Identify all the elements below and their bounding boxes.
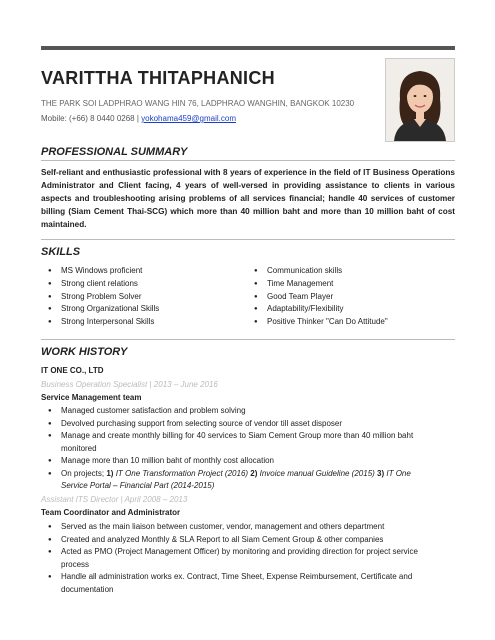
projects-lead: On projects; bbox=[61, 468, 107, 478]
contact-line bbox=[41, 114, 236, 123]
profile-photo-illustration bbox=[386, 59, 454, 141]
duty-item: ● Acted as PMO (Project Management Officer) by monitoring and providing direction for project service process bbox=[46, 546, 426, 571]
job-role: Business Operation Specialist | 2013 – June 2016 bbox=[41, 380, 218, 389]
skill-item: ● Time Management bbox=[252, 278, 388, 291]
project-title: IT One Transformation Project (2016) bbox=[113, 468, 251, 478]
company-name: IT ONE CO., LTD bbox=[41, 366, 104, 375]
skills-list-right bbox=[252, 265, 388, 329]
job-role: Assistant ITS Director | April 2008 – 2013 bbox=[41, 495, 188, 504]
project-title: Invoice manual Guideline (2015) bbox=[257, 468, 378, 478]
candidate-name: VARITTHA THITAPHANICH bbox=[41, 68, 275, 88]
email-link[interactable]: yokohama459@gmail.com bbox=[141, 114, 236, 123]
divider bbox=[41, 160, 455, 161]
duty-item: ● Managed customer satisfaction and problem solving bbox=[46, 405, 426, 418]
section-title-summary: PROFESSIONAL SUMMARY bbox=[41, 146, 188, 158]
header-top-bar bbox=[41, 46, 455, 50]
skill-item: ● Strong Problem Solver bbox=[46, 291, 159, 304]
section-title-work-history: WORK HISTORY bbox=[41, 346, 128, 358]
duty-item: ● Handle all administration works ex. Contract, Time Sheet, Expense Reimbursement, Certificate and documentation bbox=[46, 571, 426, 596]
project-title: IT One Service Portal – Financial Part (2014-2015) bbox=[61, 468, 411, 490]
duty-list bbox=[46, 405, 426, 493]
team-name: Team Coordinator and Administrator bbox=[41, 508, 181, 517]
duty-item: ● Manage and create monthly billing for 40 services to Siam Cement Group more than 40 million baht monitored bbox=[46, 430, 426, 455]
project-number: 2) bbox=[250, 468, 258, 478]
project-number: 1) bbox=[106, 468, 114, 478]
section-title-skills: SKILLS bbox=[41, 246, 81, 258]
duty-item: ● Devolved purchasing support from selecting source of vendor till asset disposer bbox=[46, 418, 426, 431]
skill-item: ● Strong Organizational Skills bbox=[46, 303, 159, 316]
skill-item: ● MS Windows proficient bbox=[46, 265, 159, 278]
profile-photo bbox=[385, 58, 455, 142]
divider bbox=[41, 239, 455, 240]
project-number: 3) bbox=[377, 468, 385, 478]
summary-text: Self-reliant and enthusiastic professional with 8 years of experience in the field of IT Business Operations Administrator and Client facing, 4 years of well-versed in providing assistance to clients in various aspects and troubleshooting arising problems of all services financial; handle 40 services of customer billing (Siam Cement Thai-SCG) which more than 40 million baht and more than 10 million baht of cost maintained. bbox=[41, 168, 455, 229]
duty-item: ● Served as the main liaison between customer, vendor, management and others department bbox=[46, 521, 426, 534]
duty-item: ● Created and analyzed Monthly & SLA Report to all Siam Cement Group & other companies bbox=[46, 534, 426, 547]
skills-list-left bbox=[46, 265, 159, 329]
skill-item: ● Positive Thinker "Can Do Attitude" bbox=[252, 316, 388, 329]
skill-item: ● Adaptability/Flexibility bbox=[252, 303, 388, 316]
duty-list bbox=[46, 521, 426, 596]
divider bbox=[41, 339, 455, 340]
skill-item: ● Good Team Player bbox=[252, 291, 388, 304]
skill-item: ● Communication skills bbox=[252, 265, 388, 278]
duty-item: ● Manage more than 10 million baht of monthly cost allocation bbox=[46, 455, 426, 468]
duty-item-projects bbox=[46, 468, 426, 493]
candidate-address: THE PARK SOI LADPHRAO WANG HIN 76, LADPHRAO WANGHIN, BANGKOK 10230 bbox=[41, 99, 355, 108]
skill-item: ● Strong Interpersonal Skills bbox=[46, 316, 159, 329]
mobile-text: Mobile: (+66) 8 0440 0268 | bbox=[41, 114, 142, 123]
skill-item: ● Strong client relations bbox=[46, 278, 159, 291]
team-name: Service Management team bbox=[41, 393, 142, 402]
